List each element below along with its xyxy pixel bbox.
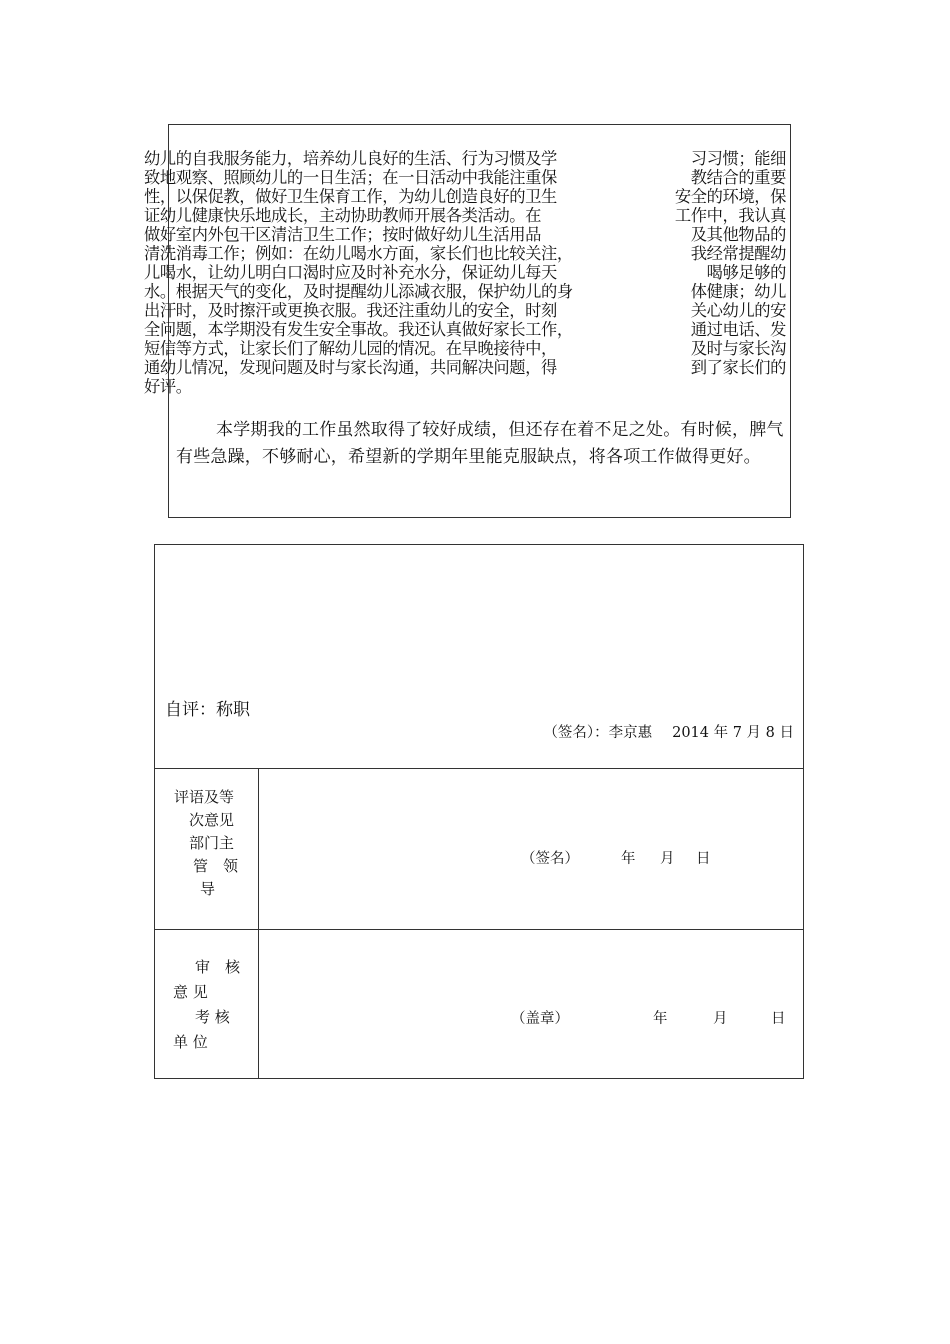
row-divider: [155, 929, 803, 930]
dept-signature: （签名）: [521, 851, 579, 867]
paragraph-line: [144, 168, 786, 187]
paragraph-line-left: 水。根据天气的变化，及时提醒幼儿添减衣服，保护幼儿的身: [144, 282, 573, 301]
paragraph-line: [144, 320, 786, 339]
label-line: 意 见: [173, 983, 208, 1001]
label-line: 次意见: [189, 811, 235, 829]
paragraph-line-right: 及时与家长沟: [690, 339, 786, 358]
unit-date-day: 日: [771, 1011, 786, 1027]
label-line: 审 核: [195, 958, 241, 976]
paragraph-line-right: 习习惯；能细: [690, 149, 786, 168]
paragraph-line: [144, 377, 786, 396]
paragraph-line-right: 我经常提醒幼: [690, 244, 786, 263]
paragraph-line-left: 做好室内外包干区清洁卫生工作；按时做好幼儿生活用品: [144, 225, 542, 244]
paragraph-line-left: 好评。: [144, 377, 192, 396]
paragraph-line-right: 工作中，我认真: [674, 206, 786, 225]
paragraph-line-left: 通幼儿情况，发现问题及时与家长沟通，共同解决问题，得: [144, 358, 557, 377]
label-line: 单 位: [173, 1033, 208, 1051]
label-line: 评语及等: [174, 788, 235, 806]
evaluation-table: [154, 544, 804, 1079]
summary-closing-paragraph: 本学期我的工作虽然取得了较好成绩，但还存在着不足之处。有时候，脾气有些急躁，不够耐心，希望新的学期年里能克服缺点，将各项工作做得更好。: [176, 420, 784, 467]
self-signature: （签名）：李京惠: [543, 725, 653, 741]
paragraph-line-right: 安全的环境，保: [674, 187, 786, 206]
dept-date-day: 日: [696, 851, 711, 867]
paragraph-line-left: 证幼儿健康快乐地成长，主动协助教师开展各类活动。在: [144, 206, 542, 225]
column-divider: [258, 768, 259, 1078]
paragraph-line: [144, 358, 786, 377]
dept-date-year: 年: [621, 851, 636, 867]
paragraph-line-right: 及其他物品的: [690, 225, 786, 244]
paragraph-line-right: 关心幼儿的安: [690, 301, 786, 320]
paragraph-line-left: 出汗时，及时擦汗或更换衣服。我还注重幼儿的安全，时刻: [144, 301, 557, 320]
label-line: 管 领: [193, 857, 239, 875]
paragraph-line-left: 短信等方式，让家长们了解幼儿园的情况。在早晚接待中，: [144, 339, 557, 358]
paragraph-line-left: 清洗消毒工作；例如：在幼儿喝水方面，家长们也比较关注，: [144, 244, 573, 263]
paragraph-line: [144, 225, 786, 244]
self-signature-line: [543, 721, 794, 742]
paragraph-line-right: 教结合的重要: [690, 168, 786, 187]
paragraph-line: [144, 339, 786, 358]
paragraph-line: [144, 244, 786, 263]
dept-review-label: [173, 786, 245, 901]
paragraph-line: [144, 282, 786, 301]
paragraph-line-left: 致地观察、照顾幼儿的一日生活；在一日活动中我能注重保: [144, 168, 557, 187]
paragraph-line: [144, 263, 786, 282]
label-line: 部门主: [189, 834, 235, 852]
row-divider: [155, 768, 803, 769]
paragraph-line: [144, 206, 786, 225]
unit-seal: （盖章）: [511, 1011, 569, 1027]
paragraph-line-right: 喝够足够的: [706, 263, 786, 282]
unit-date-month: 月: [713, 1011, 728, 1027]
paragraph-line: [144, 187, 786, 206]
self-date: 2014 年 7 月 8 日: [672, 725, 794, 741]
paragraph-line-left: 性，以保促教，做好卫生保育工作，为幼儿创造良好的卫生: [144, 187, 557, 206]
dept-date-month: 月: [660, 851, 675, 867]
paragraph-line-left: 全问题，本学期没有发生安全事故。我还认真做好家长工作，: [144, 320, 573, 339]
unit-review-label: [173, 955, 248, 1055]
paragraph-line: [144, 301, 786, 320]
paragraph-line-right: 体健康；幼儿: [690, 282, 786, 301]
paragraph-line-right: 通过电话、发: [690, 320, 786, 339]
paragraph-line-left: 儿喝水，让幼儿明白口渴时应及时补充水分，保证幼儿每天: [144, 263, 557, 282]
paragraph-line-right: 到了家长们的: [690, 358, 786, 377]
self-evaluation: 自评：称职: [165, 700, 250, 720]
label-line: 考 核: [195, 1008, 230, 1026]
paragraph-line: [144, 149, 786, 168]
unit-date-year: 年: [653, 1011, 668, 1027]
paragraph-line-left: 幼儿的自我服务能力，培养幼儿良好的生活、行为习惯及学: [144, 149, 557, 168]
label-line: 导: [200, 880, 216, 898]
